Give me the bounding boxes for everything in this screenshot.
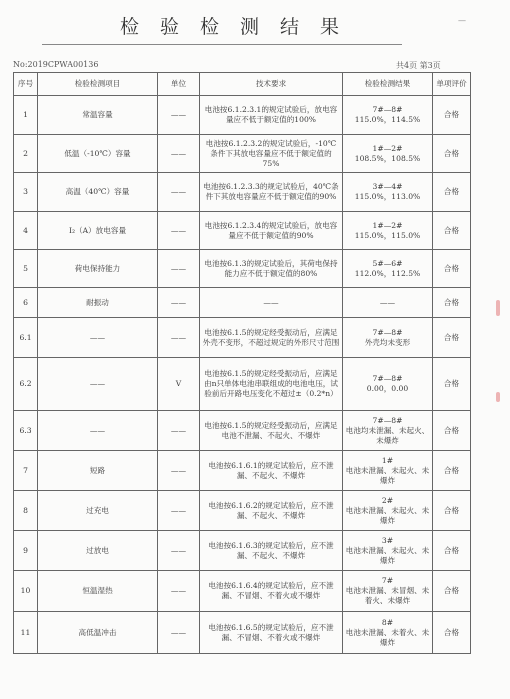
cell-requirement: 电池按6.1.6.1的规定试验后，应不泄漏、不起火、不爆炸 bbox=[200, 451, 343, 491]
cell-requirement: 电池按6.1.2.3.1的规定试验后，放电容量应不低于额定值的100% bbox=[200, 96, 343, 135]
cell-result: 1# 电池未泄漏、未起火、未爆炸 bbox=[343, 451, 433, 491]
cell-verdict: 合格 bbox=[433, 571, 471, 612]
header-item: 检验检测项目 bbox=[38, 73, 158, 96]
cell-verdict: 合格 bbox=[433, 212, 471, 250]
page-title: 检验检测结果 bbox=[119, 16, 360, 38]
table-header-row bbox=[14, 73, 471, 96]
table-row bbox=[14, 451, 471, 491]
cell-requirement: 电池按6.1.2.3.3的规定试验后，40℃条件下其放电容量应不低于额定值的90% bbox=[200, 173, 343, 212]
cell-unit: V bbox=[158, 358, 200, 411]
cell-result: 3# 电池未泄漏、未起火、未爆炸 bbox=[343, 531, 433, 571]
cell-requirement: 电池按6.1.2.3.4的规定试验后，放电容量应不低于额定值的90% bbox=[200, 212, 343, 250]
cell-result: 3#—4# 115.0%，113.0% bbox=[343, 173, 433, 212]
cell-requirement: 电池按6.1.6.4的规定试验后，应不泄漏、不冒烟、不着火或不爆炸 bbox=[200, 571, 343, 612]
table-row bbox=[14, 250, 471, 288]
cell-seq: 10 bbox=[14, 571, 38, 612]
cell-requirement: 电池按6.1.5的规定经受振动后，应满足外壳不变形，不超过规定的外形尺寸范围 bbox=[200, 318, 343, 358]
cell-requirement: 电池按6.1.5的规定经受振动后，应满足由n只单体电池串联组成的电池电压，试验前后开路电压变化不超过±（0.2*n） bbox=[200, 358, 343, 411]
cell-seq: 7 bbox=[14, 451, 38, 491]
cell-requirement: 电池按6.1.6.5的规定试验后，应不泄漏、不冒烟、不着火或不爆炸 bbox=[200, 612, 343, 654]
cell-verdict: 合格 bbox=[433, 491, 471, 531]
table-row bbox=[14, 135, 471, 173]
cell-item: I₂（A）放电容量 bbox=[38, 212, 158, 250]
cell-unit: —— bbox=[158, 491, 200, 531]
cell-verdict: 合格 bbox=[433, 451, 471, 491]
cell-result: 1#—2# 108.5%，108.5% bbox=[343, 135, 433, 173]
cell-requirement: —— bbox=[200, 288, 343, 318]
header-result: 检验检测结果 bbox=[343, 73, 433, 96]
table-row bbox=[14, 96, 471, 135]
cell-unit: —— bbox=[158, 571, 200, 612]
cell-result: 1#—2# 115.0%，115.0% bbox=[343, 212, 433, 250]
cell-unit: —— bbox=[158, 96, 200, 135]
cell-item: —— bbox=[38, 411, 158, 451]
table-row bbox=[14, 212, 471, 250]
header-seq: 序号 bbox=[14, 73, 38, 96]
cell-unit: —— bbox=[158, 288, 200, 318]
table-row bbox=[14, 571, 471, 612]
table-row bbox=[14, 531, 471, 571]
seal-fragment bbox=[496, 392, 500, 402]
cell-unit: —— bbox=[158, 212, 200, 250]
corner-mark: — bbox=[458, 16, 466, 25]
cell-verdict: 合格 bbox=[433, 250, 471, 288]
cell-unit: —— bbox=[158, 531, 200, 571]
cell-item: 过充电 bbox=[38, 491, 158, 531]
cell-seq: 6.2 bbox=[14, 358, 38, 411]
cell-seq: 3 bbox=[14, 173, 38, 212]
cell-verdict: 合格 bbox=[433, 612, 471, 654]
seal-fragment bbox=[496, 300, 500, 316]
cell-item: 过放电 bbox=[38, 531, 158, 571]
cell-seq: 6.1 bbox=[14, 318, 38, 358]
cell-seq: 4 bbox=[14, 212, 38, 250]
cell-unit: —— bbox=[158, 318, 200, 358]
cell-item: 常温容量 bbox=[38, 96, 158, 135]
cell-result: 7#—8# 0.00，0.00 bbox=[343, 358, 433, 411]
cell-requirement: 电池按6.1.5的规定经受振动后，应满足电池不泄漏、不起火、不爆炸 bbox=[200, 411, 343, 451]
title-underline bbox=[42, 44, 402, 45]
cell-result: 2# 电池未泄漏、未起火、未爆炸 bbox=[343, 491, 433, 531]
cell-requirement: 电池按6.1.2.3.2的规定试验后，-10℃条件下其放电容量应不低于额定值的75% bbox=[200, 135, 343, 173]
cell-item: —— bbox=[38, 318, 158, 358]
table-row bbox=[14, 173, 471, 212]
table-row bbox=[14, 288, 471, 318]
results-table bbox=[13, 72, 471, 654]
table-row bbox=[14, 358, 471, 411]
header-requirement: 技术要求 bbox=[200, 73, 343, 96]
table-row bbox=[14, 411, 471, 451]
cell-verdict: 合格 bbox=[433, 173, 471, 212]
cell-verdict: 合格 bbox=[433, 135, 471, 173]
cell-seq: 11 bbox=[14, 612, 38, 654]
page-info: 共4页 第3页 bbox=[396, 61, 441, 70]
cell-verdict: 合格 bbox=[433, 96, 471, 135]
cell-requirement: 电池按6.1.3的规定试验后，其荷电保持能力应不低于额定值的80% bbox=[200, 250, 343, 288]
cell-seq: 6 bbox=[14, 288, 38, 318]
cell-result: 5#—6# 112.0%，112.5% bbox=[343, 250, 433, 288]
table-row bbox=[14, 491, 471, 531]
cell-result: —— bbox=[343, 288, 433, 318]
cell-unit: —— bbox=[158, 250, 200, 288]
cell-item: 荷电保持能力 bbox=[38, 250, 158, 288]
cell-item: 高低温冲击 bbox=[38, 612, 158, 654]
cell-verdict: 合格 bbox=[433, 531, 471, 571]
header-unit: 单位 bbox=[158, 73, 200, 96]
cell-item: 低温（-10℃）容量 bbox=[38, 135, 158, 173]
cell-verdict: 合格 bbox=[433, 288, 471, 318]
cell-seq: 9 bbox=[14, 531, 38, 571]
cell-result: 7#—8# 外壳均未变形 bbox=[343, 318, 433, 358]
cell-result: 7#—8# 115.0%，114.5% bbox=[343, 96, 433, 135]
cell-unit: —— bbox=[158, 135, 200, 173]
cell-result: 7#—8# 电池均未泄漏、未起火、未爆炸 bbox=[343, 411, 433, 451]
cell-item: —— bbox=[38, 358, 158, 411]
cell-requirement: 电池按6.1.6.3的规定试验后，应不泄漏、不起火、不爆炸 bbox=[200, 531, 343, 571]
cell-unit: —— bbox=[158, 411, 200, 451]
cell-seq: 1 bbox=[14, 96, 38, 135]
cell-requirement: 电池按6.1.6.2的规定试验后，应不泄漏、不起火、不爆炸 bbox=[200, 491, 343, 531]
table-row bbox=[14, 318, 471, 358]
document-number: No:2019CPWA00136 bbox=[13, 60, 99, 69]
cell-unit: —— bbox=[158, 451, 200, 491]
cell-seq: 8 bbox=[14, 491, 38, 531]
cell-verdict: 合格 bbox=[433, 318, 471, 358]
table-row bbox=[14, 612, 471, 654]
cell-verdict: 合格 bbox=[433, 358, 471, 411]
cell-seq: 5 bbox=[14, 250, 38, 288]
header-verdict: 单项评价 bbox=[433, 73, 471, 96]
cell-item: 短路 bbox=[38, 451, 158, 491]
cell-unit: —— bbox=[158, 173, 200, 212]
cell-unit: —— bbox=[158, 612, 200, 654]
cell-item: 恒温湿热 bbox=[38, 571, 158, 612]
cell-item: 耐振动 bbox=[38, 288, 158, 318]
cell-result: 8# 电池未泄漏、未着火、未爆炸 bbox=[343, 612, 433, 654]
cell-result: 7# 电池未泄漏、未冒烟、未着火、未爆炸 bbox=[343, 571, 433, 612]
cell-verdict: 合格 bbox=[433, 411, 471, 451]
cell-seq: 6.3 bbox=[14, 411, 38, 451]
cell-seq: 2 bbox=[14, 135, 38, 173]
cell-item: 高温（40℃）容量 bbox=[38, 173, 158, 212]
